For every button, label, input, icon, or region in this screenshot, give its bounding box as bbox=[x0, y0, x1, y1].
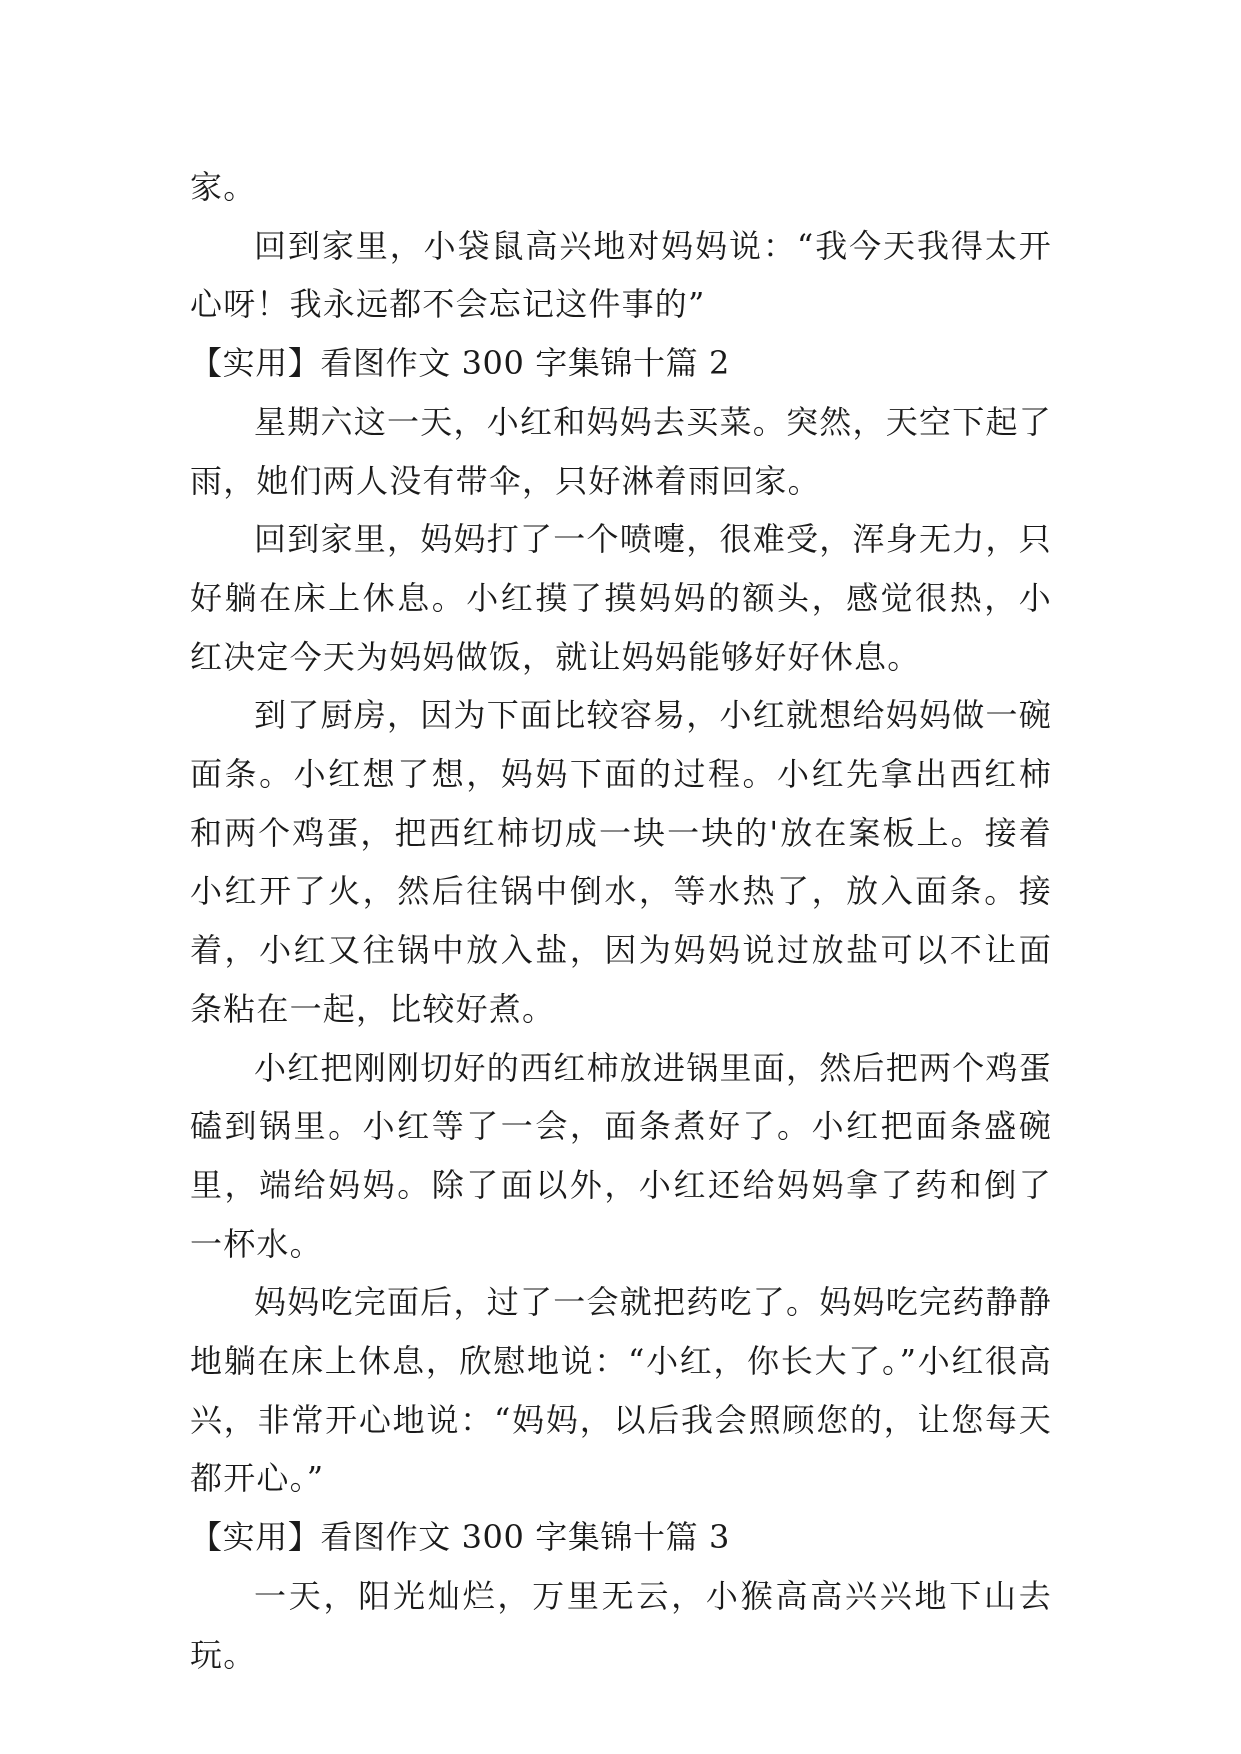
section-heading: 【实用】看图作文 300 字集锦十篇 3 bbox=[190, 1518, 730, 1557]
paragraph: 星期六这一天，小红和妈妈去买菜。突然，天空下起了雨，她们两人没有带伞，只好淋着雨回家。 bbox=[190, 402, 1052, 500]
paragraph: 妈妈吃完面后，过了一会就把药吃了。妈妈吃完药静静地躺在床上休息，欣慰地说：“小红，你长大了。”小红很高兴，非常开心地说：“妈妈，以后我会照顾您的，让您每天都开心。” bbox=[190, 1283, 1052, 1498]
paragraph: 到了厨房，因为下面比较容易，小红就想给妈妈做一碗面条。小红想了想，妈妈下面的过程。小红先拿出西红柿和两个鸡蛋，把西红柿切成一块一块的'放在案板上。接着小红开了火，然后往锅中倒水，等水热了，放入面条。接着，小红又往锅中放入盐，因为妈妈说过放盐可以不让面条粘在一起，比较好煮。 bbox=[190, 696, 1052, 1028]
document-body bbox=[190, 158, 1052, 1684]
section-heading: 【实用】看图作文 300 字集锦十篇 2 bbox=[190, 344, 730, 383]
paragraph: 一天，阳光灿烂，万里无云，小猴高高兴兴地下山去玩。 bbox=[190, 1576, 1052, 1674]
paragraph: 回到家里，小袋鼠高兴地对妈妈说：“我今天我得太开心呀！我永远都不会忘记这件事的” bbox=[190, 226, 1052, 324]
paragraph: 回到家里，妈妈打了一个喷嚏，很难受，浑身无力，只好躺在床上休息。小红摸了摸妈妈的额头，感觉很热，小红决定今天为妈妈做饭，就让妈妈能够好好休息。 bbox=[190, 520, 1052, 676]
paragraph-continuation: 家。 bbox=[190, 168, 257, 206]
paragraph: 小红把刚刚切好的西红柿放进锅里面，然后把两个鸡蛋磕到锅里。小红等了一会，面条煮好了。小红把面条盛碗里，端给妈妈。除了面以外，小红还给妈妈拿了药和倒了一杯水。 bbox=[190, 1048, 1052, 1263]
